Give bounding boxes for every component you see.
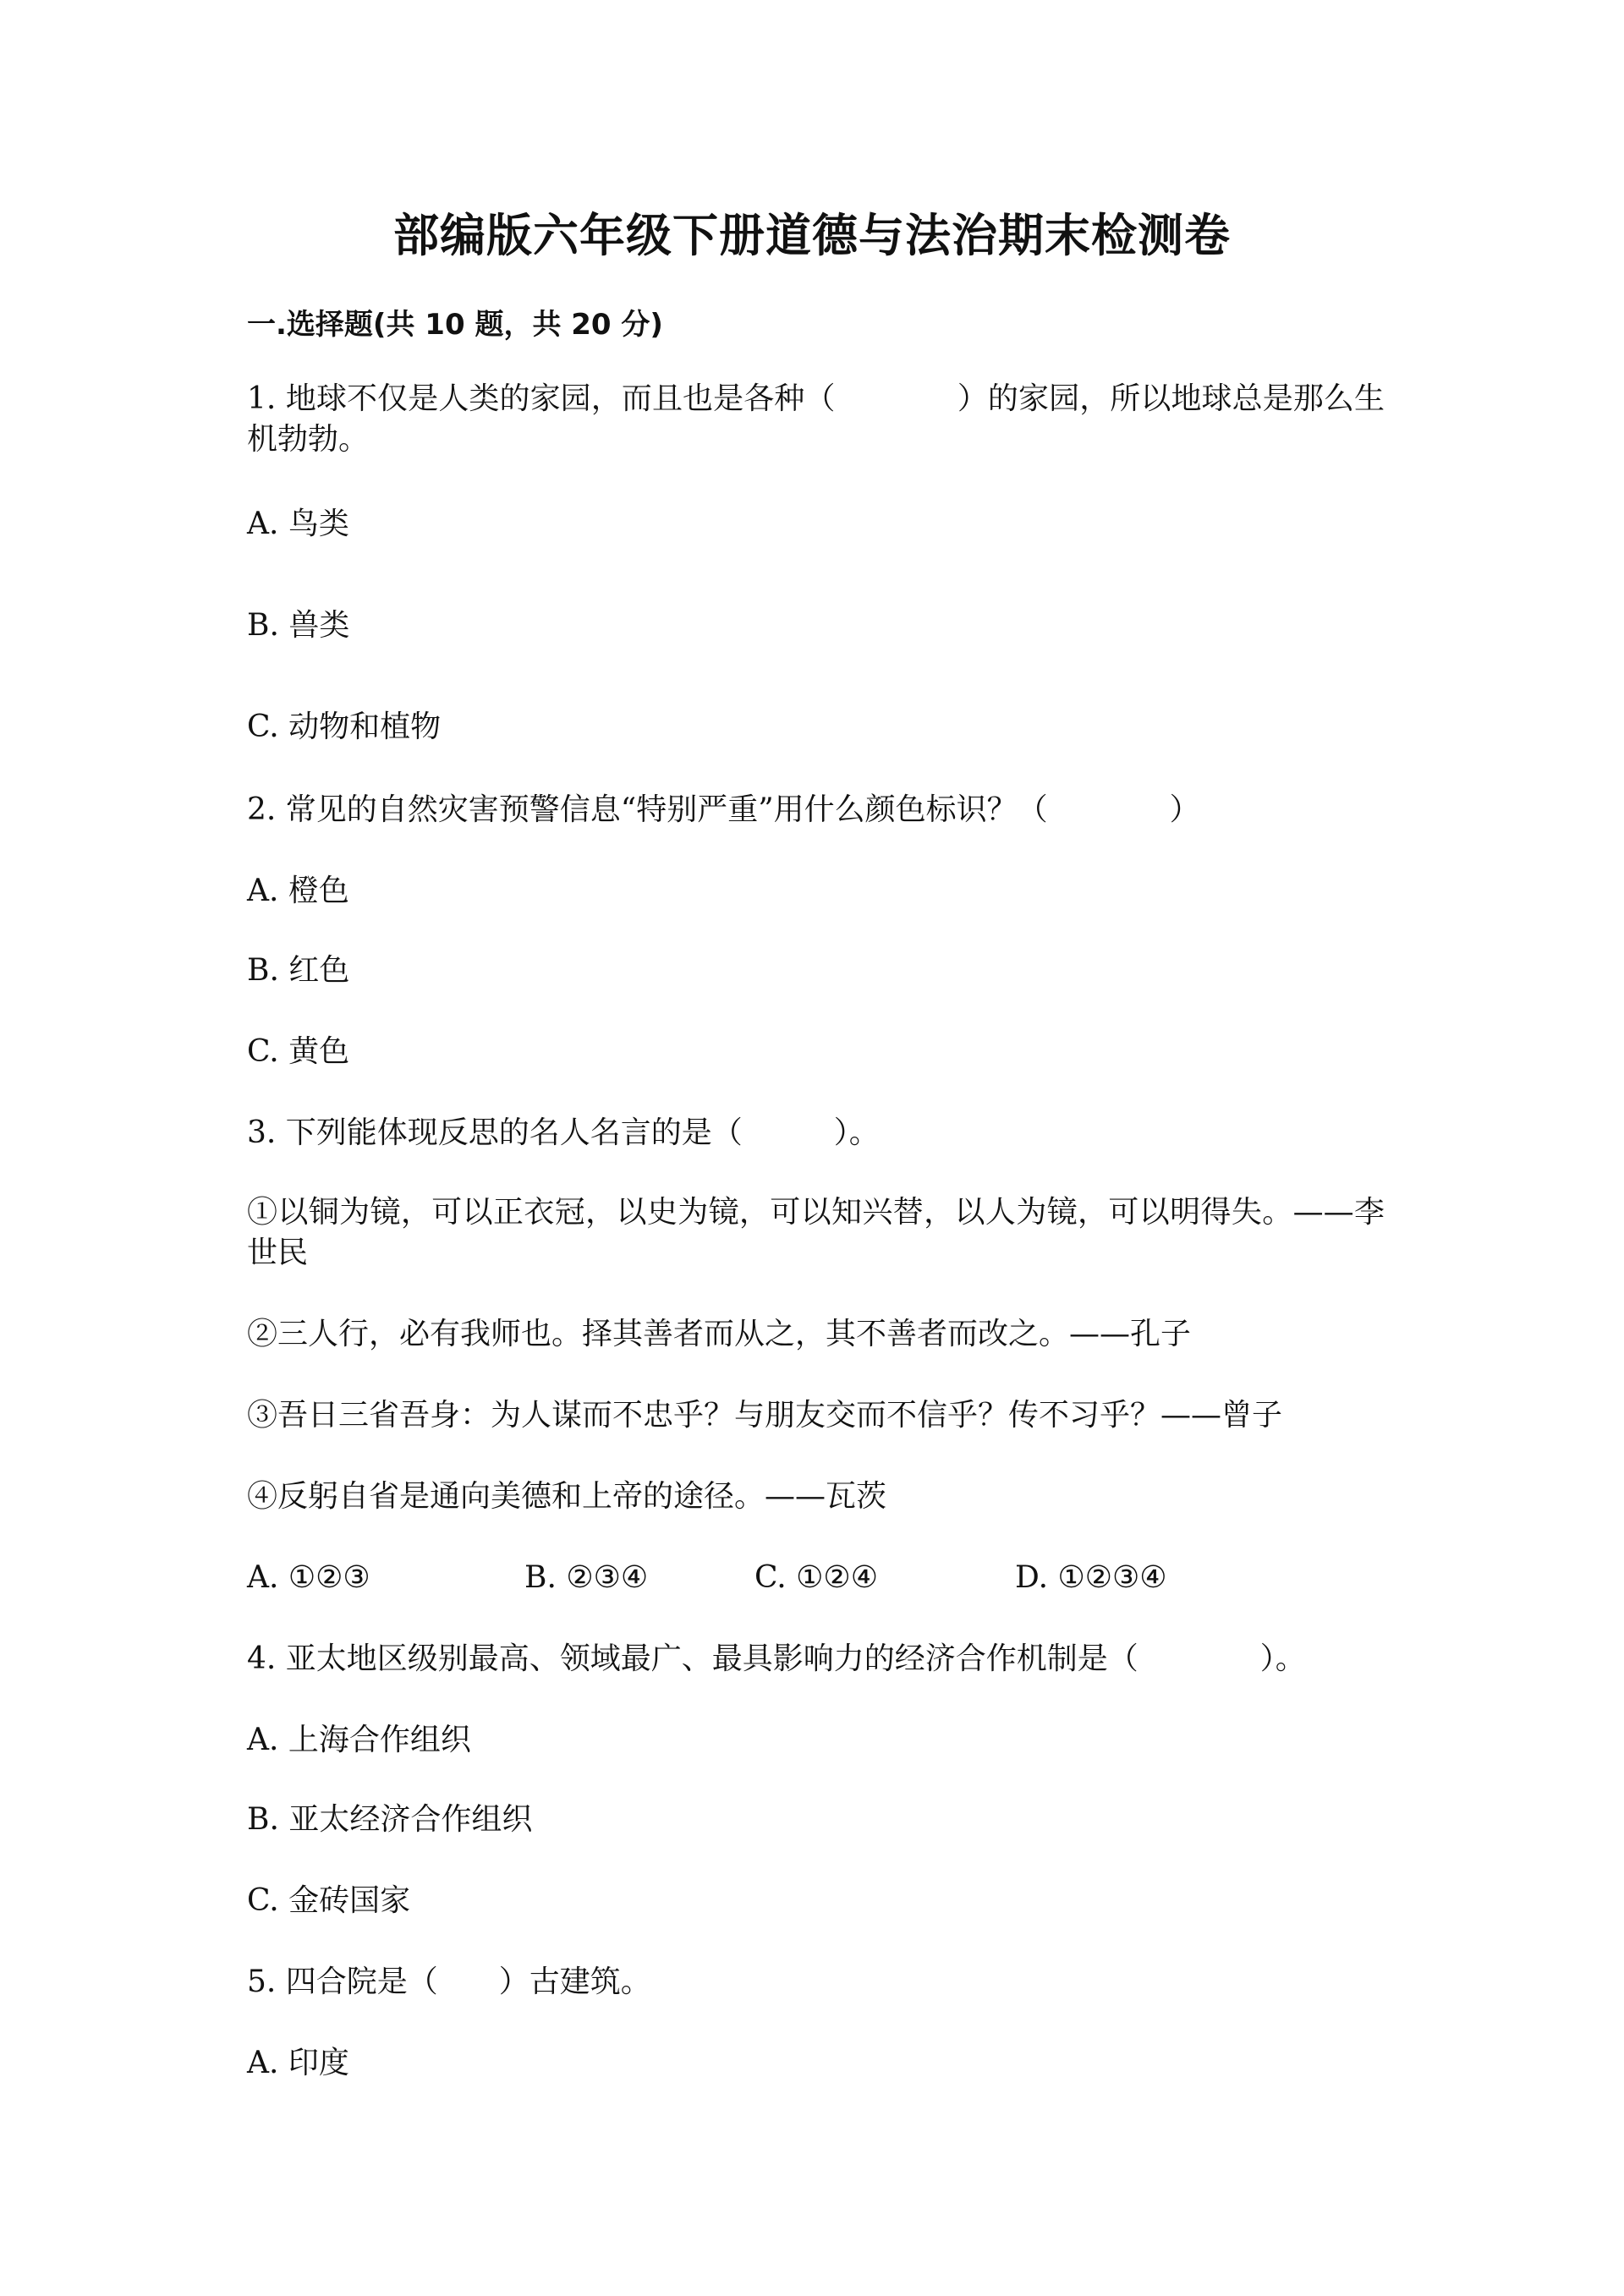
question-2-option-a: A. 橙色 — [247, 874, 349, 908]
question-3-option-a: A. ①②③ — [247, 1560, 370, 1595]
question-4-option-a: A. 上海合作组织 — [247, 1723, 471, 1757]
question-3-statement-3: ③吾日三省吾身：为人谋而不忠乎？与朋友交而不信乎？传不习乎？——曾子 — [247, 1398, 1283, 1433]
question-3-statement-2: ②三人行，必有我师也。择其善者而从之，其不善者而改之。——孔子 — [247, 1317, 1192, 1351]
question-1-option-a: A. 鸟类 — [247, 507, 349, 541]
question-3-statement-1: ①以铜为镜，可以正衣冠，以史为镜，可以知兴替，以人为镜，可以明得失。——李世民 — [247, 1195, 1385, 1270]
question-3-statement-4: ④反躬自省是通向美德和上帝的途径。——瓦茨 — [247, 1479, 887, 1514]
question-1-option-c: C. 动物和植物 — [247, 710, 442, 744]
question-2-stem: 2. 常见的自然灾害预警信息“特别严重”用什么颜色标识？（ ） — [247, 792, 1200, 827]
question-3-stem: 3. 下列能体现反思的名人名言的是（ ）。 — [247, 1115, 880, 1150]
question-1-stem: 1. 地球不仅是人类的家园，而且也是各种（ ）的家园，所以地球总是那么生机勃勃。 — [247, 381, 1385, 457]
question-4-option-b: B. 亚太经济合作组织 — [247, 1802, 533, 1837]
question-3-option-c: C. ①②④ — [754, 1560, 878, 1595]
page-title: 部编版六年级下册道德与法治期末检测卷 — [393, 209, 1231, 262]
question-3-option-d: D. ①②③④ — [1015, 1560, 1167, 1595]
question-4-option-c: C. 金砖国家 — [247, 1883, 411, 1918]
question-5-option-a: A. 印度 — [247, 2046, 349, 2080]
question-2-option-c: C. 黄色 — [247, 1034, 350, 1069]
question-2-option-b: B. 红色 — [247, 953, 350, 988]
section-heading: 一.选择题(共 10 题，共 20 分) — [247, 308, 663, 342]
question-5-stem: 5. 四合院是（ ）古建筑。 — [247, 1964, 651, 1999]
question-3-option-b: B. ②③④ — [524, 1560, 649, 1595]
question-1-option-b: B. 兽类 — [247, 608, 350, 643]
question-4-stem: 4. 亚太地区级别最高、领域最广、最具影响力的经济合作机制是（ ）。 — [247, 1641, 1306, 1676]
